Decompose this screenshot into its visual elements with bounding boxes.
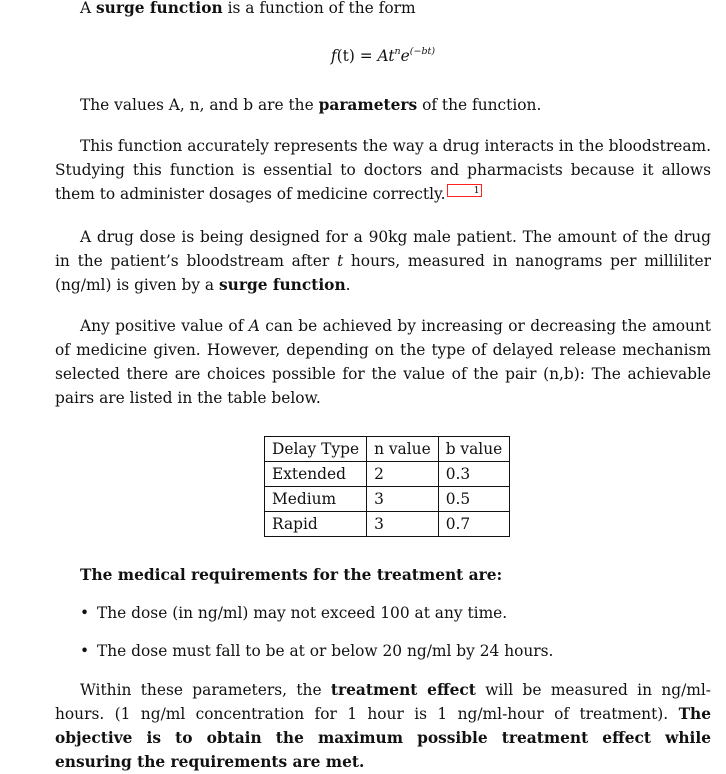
params-rest: of the function. — [417, 96, 542, 114]
formula-power: n — [394, 46, 401, 57]
dose-text-2: hours, measured in nanograms per milliliter (ng/ml) is given by a — [55, 252, 711, 294]
definition-rest: is a function of the form — [222, 0, 416, 17]
accuracy-text: This function accurately represents the way a drug interacts in the bloodstream. Studying this function is essential to doctors and pharmacists because it allows them to administer dosages of medicine correctly. — [55, 137, 711, 203]
delay-table — [264, 436, 510, 537]
params-term: parameters — [318, 96, 418, 114]
closing-text-1: Within these parameters, the — [80, 681, 331, 699]
closing-text-2: will be measured in ng/ml-hours. (1 ng/ml concentration for 1 hour is 1 ng/ml-hour of treatment). — [55, 681, 712, 723]
table-cell: Extended — [265, 462, 367, 487]
table-row — [265, 487, 510, 512]
dose-end: . — [345, 276, 351, 294]
table-cell: Medium — [265, 487, 367, 512]
list-item: • The dose (in ng/ml) may not exceed 100 at any time. — [80, 601, 553, 639]
positive-text-1: Any positive value of — [80, 317, 249, 335]
table-header-row — [265, 437, 510, 462]
formula-arg: (t) — [336, 47, 355, 65]
table-cell: 0.3 — [438, 462, 510, 487]
dose-paragraph — [55, 225, 711, 297]
dose-term: surge function — [218, 276, 346, 294]
formula-equals: = — [354, 47, 378, 65]
positive-variable: A — [248, 317, 260, 335]
definition-lead: A — [80, 0, 97, 17]
table-cell: Rapid — [265, 512, 367, 537]
requirements-heading: The medical requirements for the treatment are: — [80, 566, 503, 584]
definition-paragraph — [55, 0, 711, 20]
requirements-list — [80, 601, 553, 677]
header-b-value: b value — [438, 437, 510, 462]
dose-text-1: A drug dose is being designed for a 90kg male patient. The amount of the drug in the patient’s bloodstream after — [55, 228, 711, 270]
table-cell: 3 — [367, 512, 439, 537]
definition-term: surge function — [96, 0, 223, 17]
closing-objective: The objective is to obtain the maximum possible treatment effect while ensuring the requirements are met. — [55, 705, 711, 771]
positive-paragraph — [55, 314, 711, 410]
dose-variable: t — [336, 252, 344, 270]
formula-coefficient: At — [377, 47, 395, 65]
formula-exponent: (−bt) — [409, 46, 436, 57]
formula-base: e — [400, 47, 410, 65]
header-n-value: n value — [367, 437, 439, 462]
list-item: • The dose must fall to be at or below 20 ng/ml by 24 hours. — [80, 639, 553, 677]
table-row — [265, 462, 510, 487]
params-lead: The values A, n, and b are the — [80, 96, 319, 114]
table-cell: 2 — [367, 462, 439, 487]
surge-formula — [55, 40, 711, 68]
closing-term: treatment effect — [330, 681, 476, 699]
parameters-paragraph — [55, 93, 541, 117]
formula-lhs: f — [330, 47, 337, 65]
table-cell: 0.5 — [438, 487, 510, 512]
closing-paragraph — [55, 678, 711, 774]
footnote-link[interactable]: 1 — [447, 184, 482, 197]
table-row — [265, 512, 510, 537]
header-delay-type: Delay Type — [265, 437, 367, 462]
table-cell: 0.7 — [438, 512, 510, 537]
accuracy-paragraph — [55, 134, 711, 206]
positive-text-2: can be achieved by increasing or decreasing the amount of medicine given. However, depending on the type of delayed release mechanism selected there are choices possible for the value of the pair (n,b): The achievable pairs are listed in the table below. — [55, 317, 711, 407]
table-cell: 3 — [367, 487, 439, 512]
